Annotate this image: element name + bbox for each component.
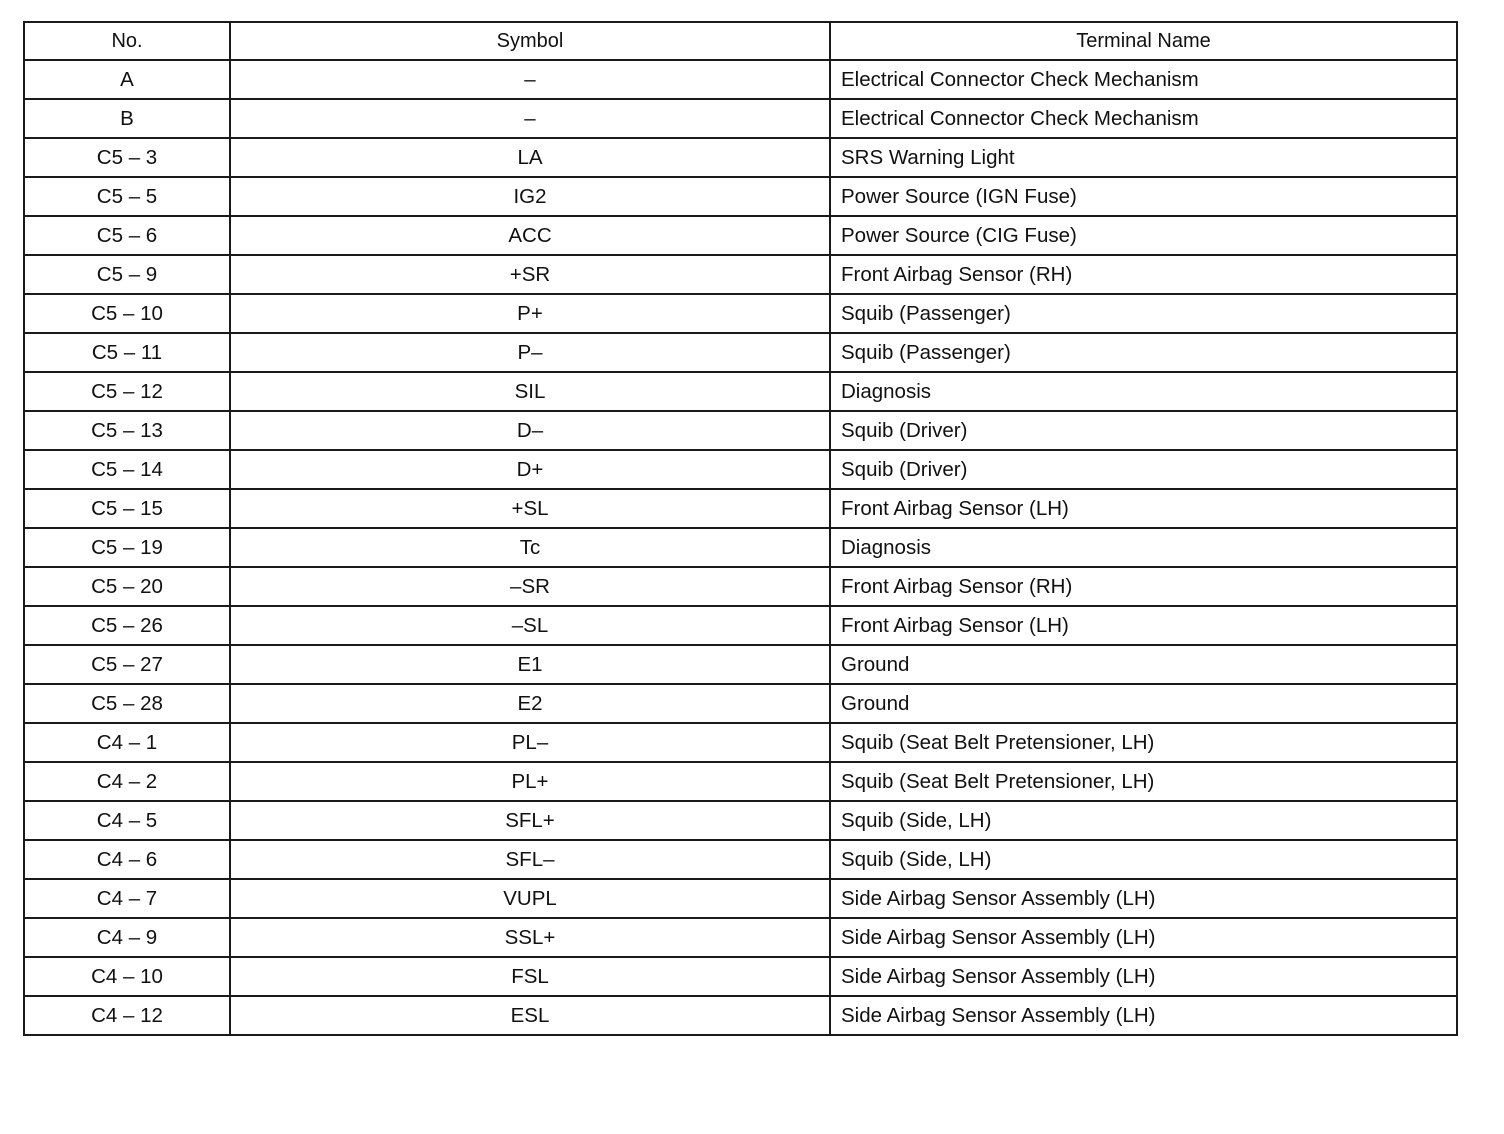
cell-no: C4 – 12 — [24, 996, 230, 1035]
table-row — [24, 879, 1457, 918]
table-row — [24, 762, 1457, 801]
cell-terminal-name: Squib (Seat Belt Pretensioner, LH) — [830, 723, 1457, 762]
table-row — [24, 255, 1457, 294]
cell-terminal-name: Power Source (CIG Fuse) — [830, 216, 1457, 255]
terminal-table-container — [23, 21, 1456, 1036]
cell-terminal-name: Squib (Driver) — [830, 411, 1457, 450]
table-row — [24, 567, 1457, 606]
cell-symbol: LA — [230, 138, 830, 177]
cell-symbol: – — [230, 99, 830, 138]
cell-terminal-name: Front Airbag Sensor (RH) — [830, 255, 1457, 294]
cell-terminal-name: Front Airbag Sensor (RH) — [830, 567, 1457, 606]
cell-terminal-name: Squib (Seat Belt Pretensioner, LH) — [830, 762, 1457, 801]
table-row — [24, 450, 1457, 489]
cell-symbol: D+ — [230, 450, 830, 489]
cell-symbol: SFL+ — [230, 801, 830, 840]
cell-symbol: PL– — [230, 723, 830, 762]
cell-no: C4 – 7 — [24, 879, 230, 918]
table-row — [24, 957, 1457, 996]
cell-no: C5 – 19 — [24, 528, 230, 567]
cell-terminal-name: Electrical Connector Check Mechanism — [830, 60, 1457, 99]
table-header — [24, 22, 1457, 60]
table-row — [24, 372, 1457, 411]
table-row — [24, 918, 1457, 957]
cell-symbol: – — [230, 60, 830, 99]
table-row — [24, 177, 1457, 216]
cell-symbol: E1 — [230, 645, 830, 684]
cell-symbol: E2 — [230, 684, 830, 723]
table-row — [24, 528, 1457, 567]
cell-no: C5 – 3 — [24, 138, 230, 177]
cell-terminal-name: Squib (Driver) — [830, 450, 1457, 489]
cell-no: C5 – 13 — [24, 411, 230, 450]
cell-symbol: SIL — [230, 372, 830, 411]
header-terminal-name: Terminal Name — [830, 22, 1457, 60]
table-row — [24, 138, 1457, 177]
table-row — [24, 996, 1457, 1035]
cell-symbol: PL+ — [230, 762, 830, 801]
table-body — [24, 60, 1457, 1035]
cell-no: C4 – 5 — [24, 801, 230, 840]
cell-symbol: ACC — [230, 216, 830, 255]
cell-symbol: –SR — [230, 567, 830, 606]
cell-symbol: –SL — [230, 606, 830, 645]
cell-terminal-name: Front Airbag Sensor (LH) — [830, 606, 1457, 645]
cell-no: C5 – 15 — [24, 489, 230, 528]
cell-no: B — [24, 99, 230, 138]
cell-no: C4 – 9 — [24, 918, 230, 957]
table-row — [24, 489, 1457, 528]
cell-no: C5 – 14 — [24, 450, 230, 489]
table-row — [24, 723, 1457, 762]
cell-terminal-name: Side Airbag Sensor Assembly (LH) — [830, 996, 1457, 1035]
cell-symbol: +SL — [230, 489, 830, 528]
cell-no: C4 – 2 — [24, 762, 230, 801]
cell-symbol: IG2 — [230, 177, 830, 216]
cell-no: A — [24, 60, 230, 99]
table-row — [24, 294, 1457, 333]
cell-symbol: SFL– — [230, 840, 830, 879]
cell-no: C4 – 10 — [24, 957, 230, 996]
terminal-table — [23, 21, 1458, 1036]
cell-no: C5 – 6 — [24, 216, 230, 255]
cell-terminal-name: Ground — [830, 684, 1457, 723]
cell-symbol: P+ — [230, 294, 830, 333]
table-row — [24, 645, 1457, 684]
table-row — [24, 99, 1457, 138]
cell-no: C5 – 5 — [24, 177, 230, 216]
cell-no: C5 – 20 — [24, 567, 230, 606]
cell-no: C5 – 26 — [24, 606, 230, 645]
cell-terminal-name: Side Airbag Sensor Assembly (LH) — [830, 957, 1457, 996]
cell-no: C5 – 9 — [24, 255, 230, 294]
table-row — [24, 684, 1457, 723]
cell-symbol: D– — [230, 411, 830, 450]
cell-symbol: Tc — [230, 528, 830, 567]
cell-no: C5 – 28 — [24, 684, 230, 723]
cell-no: C4 – 6 — [24, 840, 230, 879]
cell-terminal-name: Side Airbag Sensor Assembly (LH) — [830, 879, 1457, 918]
cell-terminal-name: Squib (Side, LH) — [830, 801, 1457, 840]
cell-symbol: VUPL — [230, 879, 830, 918]
header-symbol: Symbol — [230, 22, 830, 60]
header-row — [24, 22, 1457, 60]
cell-terminal-name: Power Source (IGN Fuse) — [830, 177, 1457, 216]
cell-no: C5 – 27 — [24, 645, 230, 684]
table-row — [24, 60, 1457, 99]
table-row — [24, 606, 1457, 645]
cell-no: C5 – 12 — [24, 372, 230, 411]
cell-terminal-name: Squib (Side, LH) — [830, 840, 1457, 879]
table-row — [24, 801, 1457, 840]
cell-symbol: FSL — [230, 957, 830, 996]
table-row — [24, 411, 1457, 450]
table-row — [24, 333, 1457, 372]
cell-no: C5 – 10 — [24, 294, 230, 333]
table-row — [24, 216, 1457, 255]
cell-terminal-name: Front Airbag Sensor (LH) — [830, 489, 1457, 528]
cell-no: C4 – 1 — [24, 723, 230, 762]
cell-no: C5 – 11 — [24, 333, 230, 372]
cell-symbol: ESL — [230, 996, 830, 1035]
table-row — [24, 840, 1457, 879]
cell-terminal-name: Ground — [830, 645, 1457, 684]
cell-symbol: P– — [230, 333, 830, 372]
cell-terminal-name: Squib (Passenger) — [830, 294, 1457, 333]
cell-terminal-name: Diagnosis — [830, 372, 1457, 411]
cell-terminal-name: SRS Warning Light — [830, 138, 1457, 177]
header-no: No. — [24, 22, 230, 60]
cell-symbol: SSL+ — [230, 918, 830, 957]
cell-terminal-name: Electrical Connector Check Mechanism — [830, 99, 1457, 138]
cell-terminal-name: Side Airbag Sensor Assembly (LH) — [830, 918, 1457, 957]
cell-terminal-name: Diagnosis — [830, 528, 1457, 567]
cell-terminal-name: Squib (Passenger) — [830, 333, 1457, 372]
cell-symbol: +SR — [230, 255, 830, 294]
